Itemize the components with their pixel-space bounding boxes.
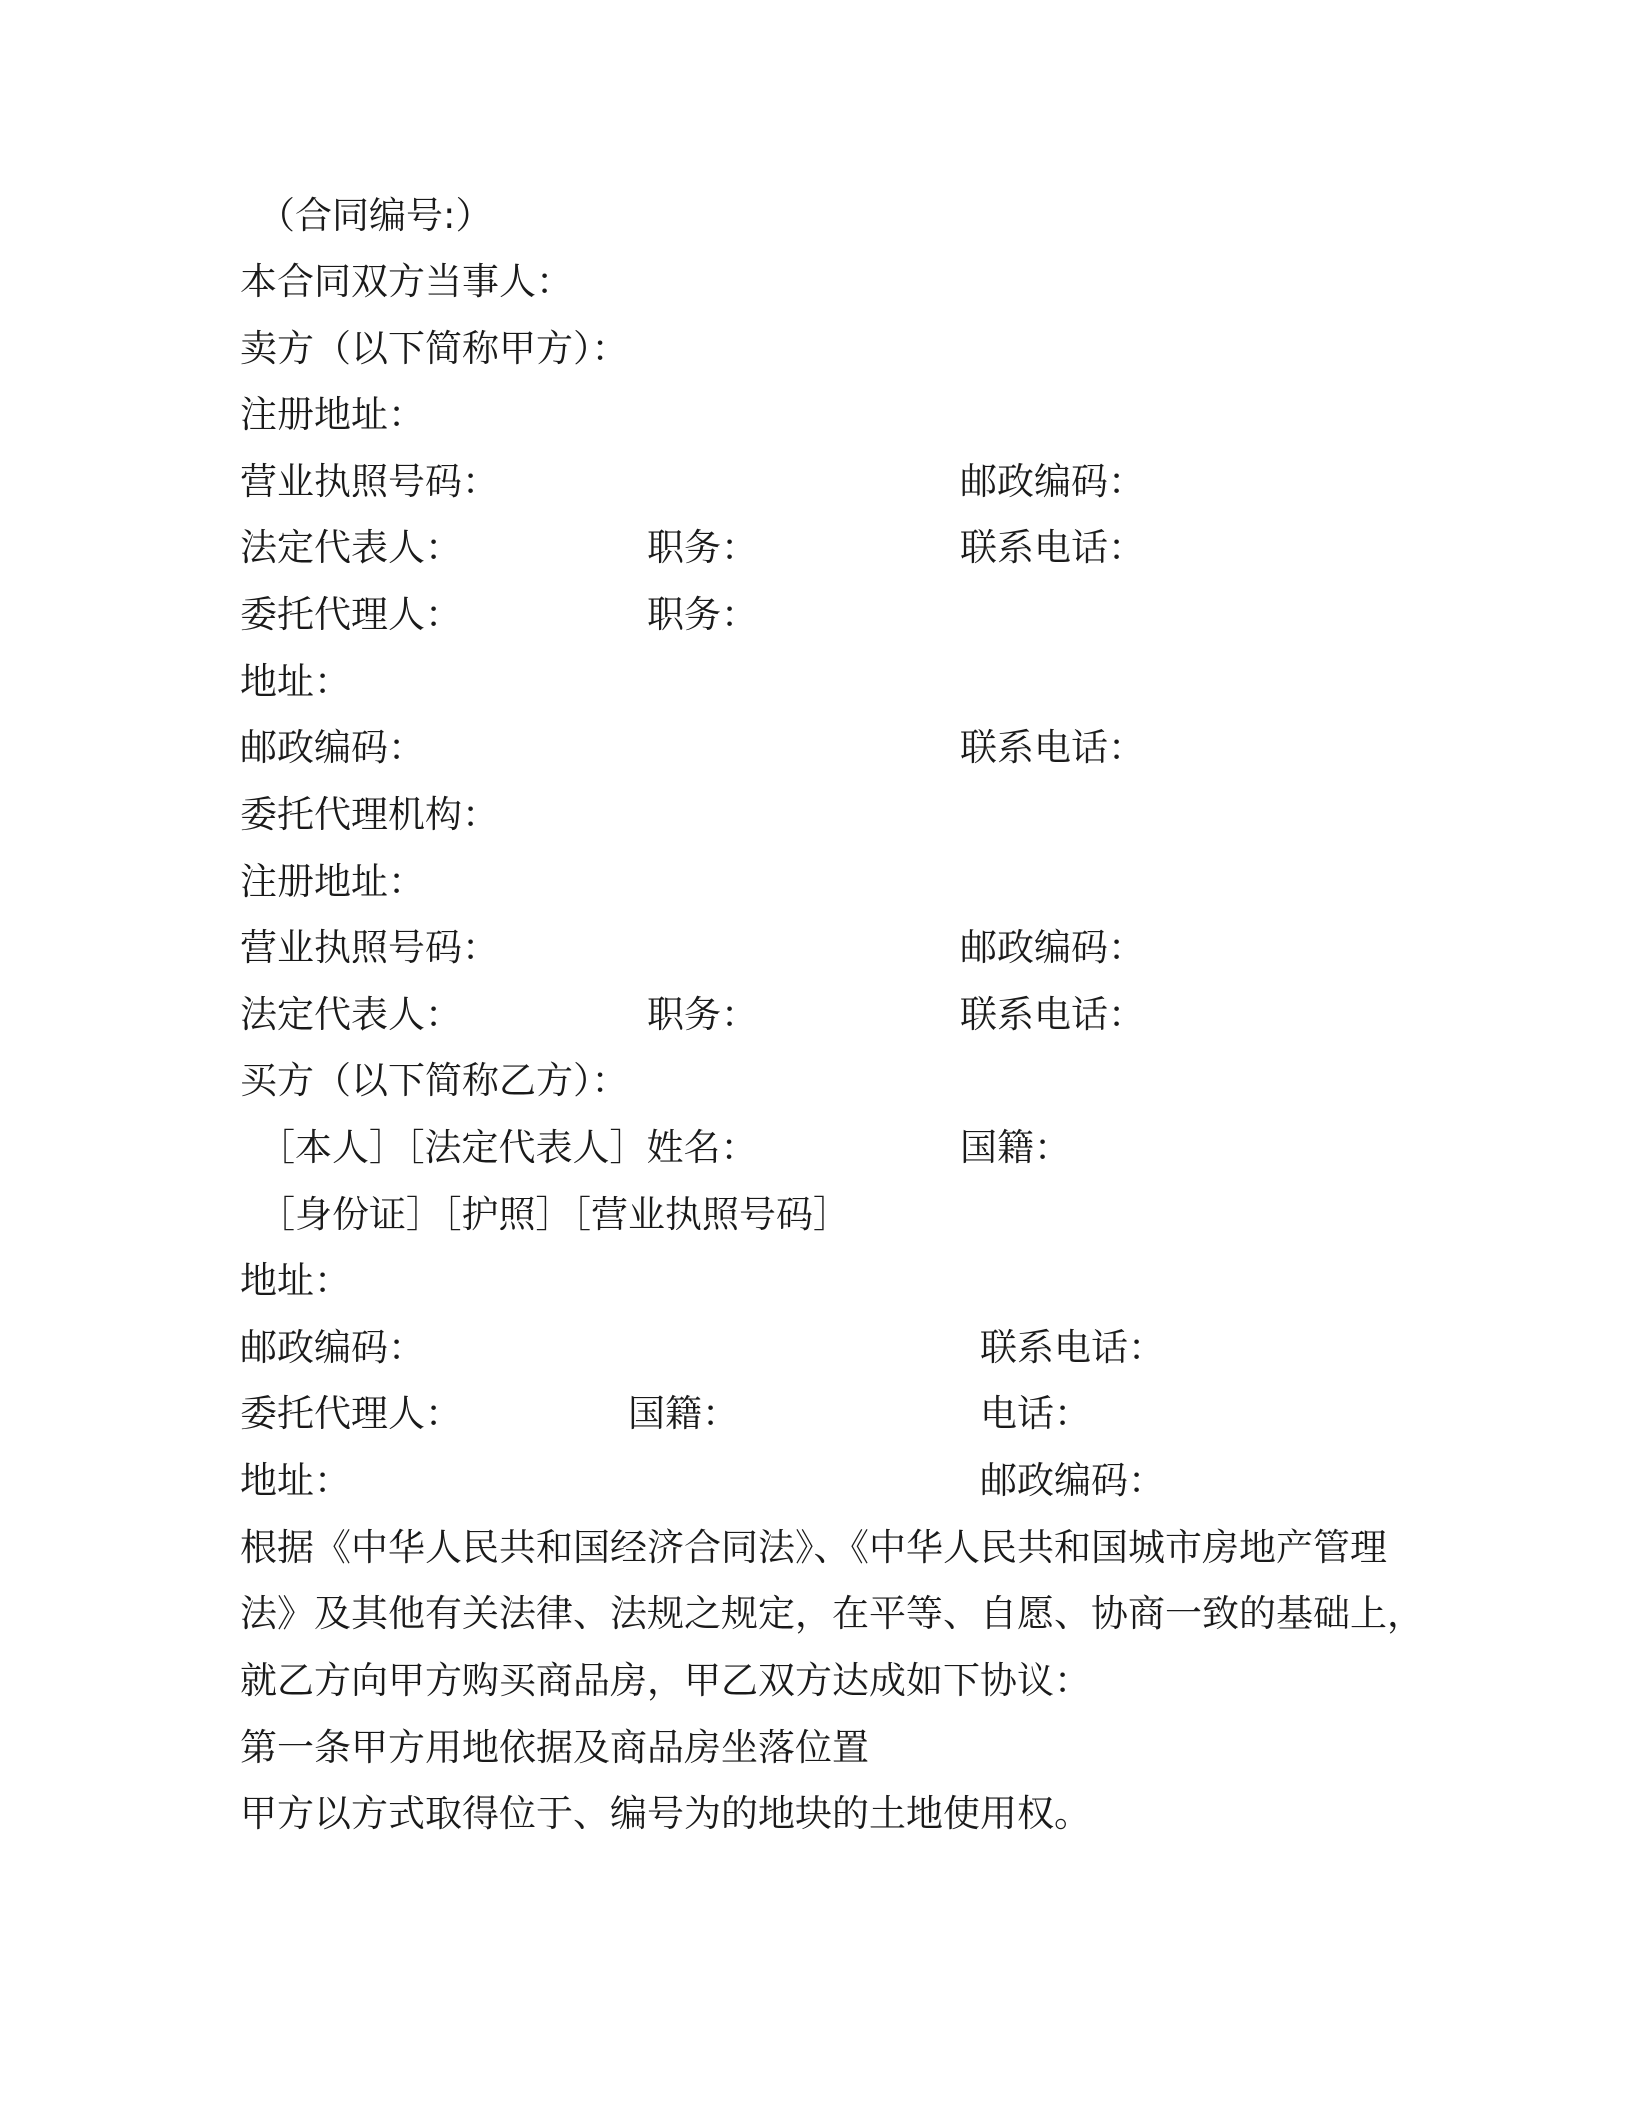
seller-postcode-label: 邮政编码： [960, 460, 1145, 503]
seller-agent-position-label: 职务： [647, 593, 758, 636]
buyer-agent-address-label: 地址： [240, 1459, 351, 1502]
buyer-agent-phone-label: 电话： [980, 1392, 1091, 1435]
buyer-nationality-label: 国籍： [960, 1126, 1071, 1169]
contract-number: （合同编号:） [258, 194, 493, 237]
buyer-identity-label: ［本人］［法定代表人］姓名： [258, 1126, 758, 1169]
buyer-heading: 买方（以下简称乙方）： [240, 1059, 629, 1102]
buyer-id-types-line [0, 1185, 1632, 1245]
buyer-agent-postcode-label: 邮政编码： [980, 1459, 1165, 1502]
preamble-text-3: 就乙方向甲方购买商品房，甲乙双方达成如下协议： [240, 1659, 1091, 1702]
contract-number-line [0, 186, 1632, 246]
buyer-phone-label: 联系电话： [980, 1326, 1165, 1369]
agency-heading: 委托代理机构： [240, 793, 499, 836]
seller-legal-rep-line [0, 518, 1632, 578]
preamble-text-1: 根据《中华人民共和国经济合同法》、《中华人民共和国城市房地产管理 [240, 1526, 1387, 1569]
agency-license-label: 营业执照号码： [240, 926, 499, 969]
agency-reg-address-label: 注册地址： [240, 860, 425, 903]
article-1-text-line [0, 1784, 1632, 1844]
agency-heading-line [0, 785, 1632, 845]
seller-reg-address-line [0, 385, 1632, 445]
parties-intro: 本合同双方当事人： [240, 260, 573, 303]
seller-license-label: 营业执照号码： [240, 460, 499, 503]
seller-postcode-line [0, 718, 1632, 778]
agency-license-line [0, 918, 1632, 978]
seller-phone-2-label: 联系电话： [960, 726, 1145, 769]
preamble-line-1 [0, 1518, 1632, 1578]
buyer-heading-line [0, 1051, 1632, 1111]
agency-legal-rep-label: 法定代表人： [240, 993, 462, 1036]
article-1-text: 甲方以方式取得位于、编号为的地块的土地使用权。 [240, 1792, 1091, 1835]
seller-phone-label: 联系电话： [960, 526, 1145, 569]
seller-reg-address-label: 注册地址： [240, 393, 425, 436]
seller-postcode-2-label: 邮政编码： [240, 726, 425, 769]
parties-intro-line [0, 252, 1632, 312]
seller-position-label: 职务： [647, 526, 758, 569]
buyer-postcode-label: 邮政编码： [240, 1326, 425, 1369]
preamble-line-3 [0, 1651, 1632, 1711]
agency-postcode-label: 邮政编码： [960, 926, 1145, 969]
buyer-agent-label: 委托代理人： [240, 1392, 462, 1435]
seller-heading: 卖方（以下简称甲方）： [240, 327, 629, 370]
buyer-address-line [0, 1251, 1632, 1311]
buyer-agent-address-line [0, 1451, 1632, 1511]
buyer-postcode-line [0, 1318, 1632, 1378]
buyer-id-types: ［身份证］［护照］［营业执照号码］ [258, 1193, 850, 1236]
buyer-identity-line [0, 1118, 1632, 1178]
buyer-agent-line [0, 1384, 1632, 1444]
agency-position-label: 职务： [647, 993, 758, 1036]
seller-agent-line [0, 585, 1632, 645]
agency-legal-rep-line [0, 985, 1632, 1045]
preamble-text-2: 法》及其他有关法律、法规之规定，在平等、自愿、协商一致的基础上， [240, 1592, 1424, 1635]
seller-heading-line [0, 319, 1632, 379]
seller-address-line [0, 652, 1632, 712]
seller-legal-rep-label: 法定代表人： [240, 526, 462, 569]
preamble-line-2 [0, 1584, 1632, 1644]
article-1-title: 第一条甲方用地依据及商品房坐落位置 [240, 1726, 869, 1769]
seller-agent-label: 委托代理人： [240, 593, 462, 636]
buyer-address-label: 地址： [240, 1259, 351, 1302]
buyer-agent-nationality-label: 国籍： [628, 1392, 739, 1435]
agency-phone-label: 联系电话： [960, 993, 1145, 1036]
article-1-title-line [0, 1718, 1632, 1778]
seller-address-label: 地址： [240, 660, 351, 703]
agency-reg-address-line [0, 852, 1632, 912]
seller-license-line [0, 452, 1632, 512]
